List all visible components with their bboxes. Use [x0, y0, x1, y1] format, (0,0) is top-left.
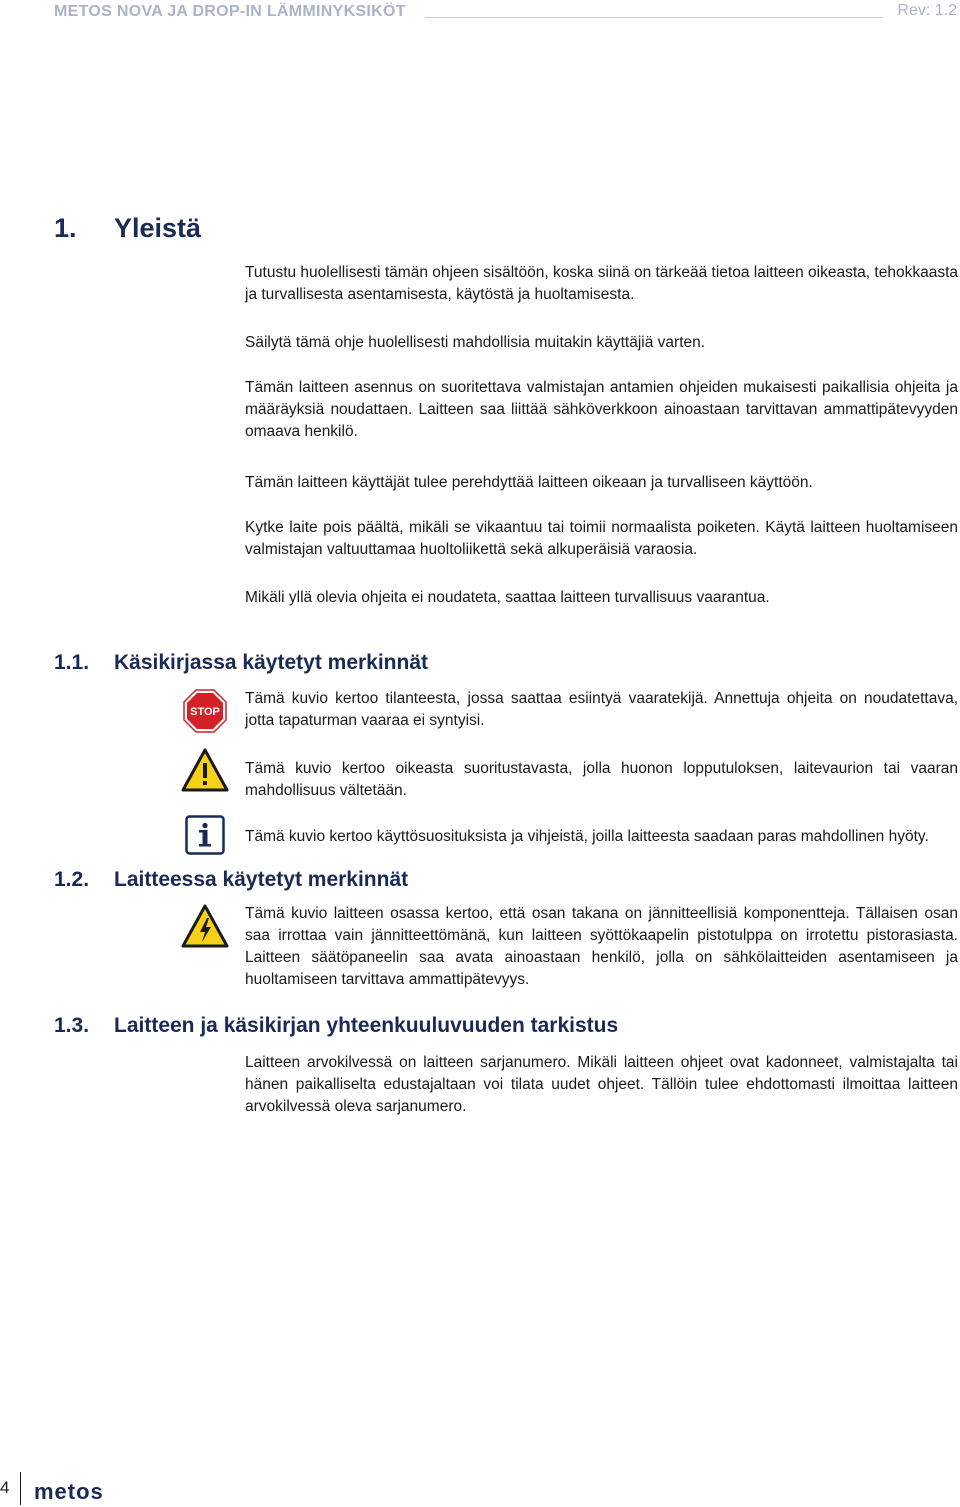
section-1-2-number: 1.2.: [54, 868, 90, 891]
section-1-paragraph-2: Säilytä tämä ohje huolellisesti mahdollisia muitakin käyttäjiä varten.: [245, 334, 706, 351]
section-1-3-heading: [54, 1014, 618, 1038]
warning-description: Tämä kuvio kertoo oikeasta suoritustavasta, jolla huonon lopputuloksen, laitevaurion tai vaaran mahdollisuus vältetään.: [245, 760, 958, 799]
section-1-2-heading: [54, 868, 408, 892]
high-voltage-icon: [181, 904, 229, 953]
stop-icon-label: STOP: [190, 706, 220, 718]
info-icon: [185, 815, 225, 860]
page-number: 4: [0, 1478, 10, 1497]
info-description: Tämä kuvio kertoo käyttösuosituksista ja vihjeistä, joilla laitteesta saadaan paras mahdollinen hyöty.: [245, 828, 929, 845]
section-1-paragraph-4: Tämän laitteen käyttäjät tulee perehdyttää laitteen oikeaan ja turvalliseen käyttöön.: [245, 474, 813, 491]
metos-logo-text: metos: [34, 1482, 104, 1502]
section-1-1-title: Käsikirjassa käytetyt merkinnät: [114, 651, 429, 674]
document-header-title: METOS NOVA JA DROP-IN LÄMMINYKSIKÖT: [54, 3, 406, 20]
section-1-paragraph-5: Kytke laite pois päältä, mikäli se vikaantuu tai toimii normaalista poiketen. Käytä laitteen huoltamiseen valmistajan valtuuttamaa huoltoliikettä sekä alkuperäisiä varaosia.: [245, 519, 958, 558]
warning-icon: [181, 748, 229, 797]
high-voltage-description: Tämä kuvio laitteen osassa kertoo, että osan takana on jännitteellisiä komponentteja. Tällaisen osan saa irrottaa vain jännitteettömänä, kun laitteen syöttökaapelin pistotulppa on irrotettu pistorasiasta. Laitteen säätöpaneelin saa avata ainoastaan henkilö, jolla on sähkölaitteiden asentamiseen ja huoltamiseen tarvittava ammattipätevyys.: [245, 905, 958, 988]
footer-divider: [20, 1472, 21, 1505]
serial-number-paragraph: Laitteen arvokilvessä on laitteen sarjanumero. Mikäli laitteen ohjeet ovat kadonneet, valmistajalta tai hänen paikalliselta edustajaltaan voi tilata uudet ohjeet. Tällöin tulee ehdottomasti ilmoittaa laitteen arvokilvessä oleva sarjanumero.: [245, 1054, 958, 1115]
section-1-2-title: Laitteessa käytetyt merkinnät: [114, 868, 409, 891]
section-1-3-title: Laitteen ja käsikirjan yhteenkuuluvuuden tarkistus: [114, 1014, 619, 1037]
metos-logo: [34, 1482, 150, 1507]
section-1-paragraph-1: Tutustu huolellisesti tämän ohjeen sisältöön, koska siinä on tärkeää tietoa laitteen oikeasta, tehokkaasta ja turvallisesta asentamisesta, käytöstä ja huoltamisesta.: [245, 264, 958, 303]
section-1-paragraph-3: Tämän laitteen asennus on suoritettava valmistajan antamien ohjeiden mukaisesti paikallisia ohjeita ja määräyksiä noudattaen. Laitteen saa liittää sähköverkkoon ainoastaan tarvittavan ammattipätevyyden omaava henkilö.: [245, 379, 958, 440]
section-1-3-number: 1.3.: [54, 1014, 90, 1037]
stop-description: Tämä kuvio kertoo tilanteesta, jossa saattaa esiintyä vaaratekijä. Annettuja ohjeita on noudatettava, jotta tapaturman vaaraa ei syntyisi.: [245, 690, 958, 729]
section-1-1-number: 1.1.: [54, 651, 90, 674]
revision-label: Rev: 1.2: [897, 2, 957, 19]
section-1-heading: [54, 213, 201, 244]
stop-icon: [183, 689, 227, 738]
section-1-number: 1.: [54, 213, 77, 243]
header-divider: [425, 17, 883, 18]
section-1-title: Yleistä: [114, 213, 202, 243]
section-1-1-heading: [54, 651, 428, 675]
section-1-paragraph-6: Mikäli yllä olevia ohjeita ei noudateta, saattaa laitteen turvallisuus vaarantua.: [245, 589, 770, 606]
